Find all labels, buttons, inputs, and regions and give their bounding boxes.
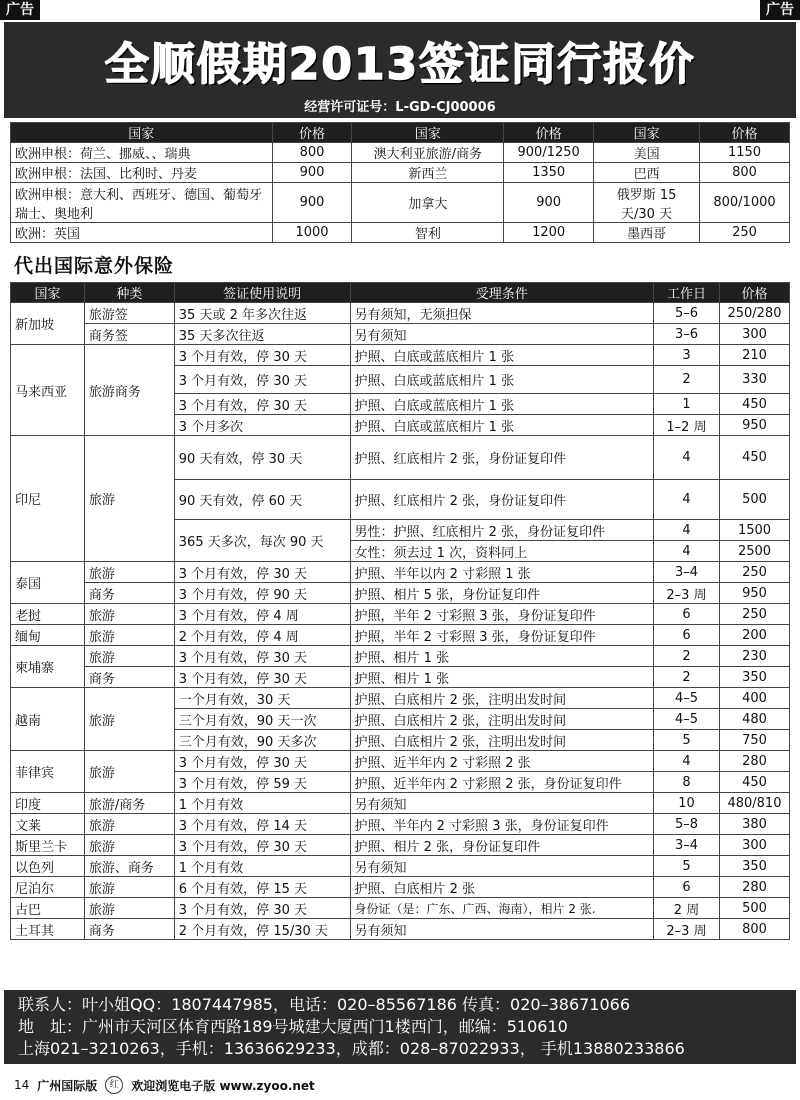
contact-line-address: 地 址：广州市天河区体育西路189号城建大厦西门1楼西门，邮编：510610: [18, 1017, 568, 1036]
workdays-cell: 1–2 周: [654, 415, 720, 436]
magazine-name: 广州国际版: [37, 1078, 98, 1093]
header-price: 价格: [504, 123, 594, 143]
license-number: 经营许可证号：L-GD-CJ00006: [4, 98, 796, 118]
requirements-cell: 护照，半年 2 寸彩照 3 张，身份证复印件: [350, 604, 654, 625]
requirements-cell: 护照、半年内 2 寸彩照 3 张，身份证复印件: [350, 814, 654, 835]
requirements-cell: 护照、白底或蓝底相片 1 张: [350, 366, 654, 394]
workdays-cell: 6: [654, 625, 720, 646]
requirements-cell: 护照、红底相片 2 张，身份证复印件: [350, 436, 654, 480]
price-cell: 900: [272, 183, 352, 223]
description-cell: 2 个月有效，停 15/30 天: [174, 919, 350, 940]
country-cell: 巴西: [594, 163, 700, 183]
workdays-cell: 4: [654, 541, 720, 562]
type-cell: 旅游: [84, 877, 174, 898]
description-cell: 3 个月有效，停 90 天: [174, 583, 350, 604]
description-cell: 365 天多次，每次 90 天: [174, 520, 350, 562]
price-cell: 800: [700, 163, 790, 183]
requirements-cell: 护照、相片 1 张: [350, 667, 654, 688]
description-cell: 3 个月多次: [174, 415, 350, 436]
workdays-cell: 4–5: [654, 688, 720, 709]
workdays-cell: 4: [654, 751, 720, 772]
price-cell: 500: [719, 480, 789, 520]
header-description: 签证使用说明: [174, 283, 350, 303]
requirements-cell: 女性：须去过 1 次，资料同上: [350, 541, 654, 562]
table-row: [11, 898, 790, 919]
requirements-cell: 另有须知: [350, 919, 654, 940]
requirements-cell: 另有须知: [350, 324, 654, 345]
asia-visa-table: [10, 282, 790, 940]
section-title: 代出国际意外保险: [14, 255, 175, 277]
type-cell: 旅游: [84, 646, 174, 667]
workdays-cell: 6: [654, 604, 720, 625]
workdays-cell: 2 周: [654, 898, 720, 919]
header-requirements: 受理条件: [350, 283, 654, 303]
country-cell: 越南: [11, 688, 85, 751]
table-row: [11, 877, 790, 898]
table-row: [11, 919, 790, 940]
country-cell: 印尼: [11, 436, 85, 562]
type-cell: 商务: [84, 919, 174, 940]
price-cell: 1500: [719, 520, 789, 541]
price-cell: 450: [719, 394, 789, 415]
price-cell: 750: [719, 730, 789, 751]
requirements-cell: 另有须知，无须担保: [350, 303, 654, 324]
type-cell: 旅游: [84, 562, 174, 583]
price-cell: 480/810: [719, 793, 789, 814]
workdays-cell: 3–6: [654, 324, 720, 345]
table-row: [11, 646, 790, 667]
type-cell: 商务: [84, 583, 174, 604]
price-cell: 450: [719, 436, 789, 480]
price-cell: 1150: [700, 143, 790, 163]
country-cell: 以色列: [11, 856, 85, 877]
header-price: 价格: [719, 283, 789, 303]
table-row: [11, 835, 790, 856]
workdays-cell: 2–3 周: [654, 583, 720, 604]
contact-block: [4, 990, 796, 1064]
country-cell: 土耳其: [11, 919, 85, 940]
country-cell: 澳大利亚旅游/商务: [352, 143, 504, 163]
table-row: [11, 562, 790, 583]
description-cell: 3 个月有效，停 30 天: [174, 898, 350, 919]
country-cell: 柬埔寨: [11, 646, 85, 688]
workdays-cell: 2: [654, 667, 720, 688]
type-cell: 商务: [84, 667, 174, 688]
price-cell: 250: [700, 223, 790, 243]
price-cell: 350: [719, 856, 789, 877]
country-cell: 老挝: [11, 604, 85, 625]
type-cell: 旅游: [84, 688, 174, 751]
footer-slogan: 欢迎浏览电子版 www.zyoo.net: [131, 1078, 315, 1093]
price-cell: 210: [719, 345, 789, 366]
page-footer: [14, 1076, 315, 1094]
table-row: [11, 345, 790, 366]
description-cell: 3 个月有效，停 30 天: [174, 345, 350, 366]
requirements-cell: 护照，半年 2 寸彩照 3 张，身份证复印件: [350, 625, 654, 646]
description-cell: 3 个月有效，停 30 天: [174, 366, 350, 394]
price-cell: 2500: [719, 541, 789, 562]
description-cell: 3 个月有效，停 30 天: [174, 835, 350, 856]
header-price: 价格: [700, 123, 790, 143]
country-cell: 古巴: [11, 898, 85, 919]
price-cell: 800/1000: [700, 183, 790, 223]
page-title: 全顺假期2013签证同行报价: [104, 39, 696, 90]
requirements-cell: 护照、相片 5 张，身份证复印件: [350, 583, 654, 604]
type-cell: 旅游、商务: [84, 856, 174, 877]
type-cell: 旅游: [84, 814, 174, 835]
country-cell: 马来西亚: [11, 345, 85, 436]
type-cell: 旅游: [84, 751, 174, 793]
requirements-cell: 护照、白底相片 2 张，注明出发时间: [350, 730, 654, 751]
price-cell: 950: [719, 583, 789, 604]
table-row: [11, 856, 790, 877]
description-cell: 3 个月有效，停 4 周: [174, 604, 350, 625]
table-row: [11, 324, 790, 345]
requirements-cell: 护照、近半年内 2 寸彩照 2 张: [350, 751, 654, 772]
country-cell: 美国: [594, 143, 700, 163]
country-cell: 尼泊尔: [11, 877, 85, 898]
type-cell: 旅游商务: [84, 345, 174, 436]
country-cell: 缅甸: [11, 625, 85, 646]
description-cell: 3 个月有效，停 14 天: [174, 814, 350, 835]
price-cell: 230: [719, 646, 789, 667]
workdays-cell: 4–5: [654, 709, 720, 730]
price-cell: 800: [272, 143, 352, 163]
workdays-cell: 2: [654, 646, 720, 667]
type-cell: 商务签: [84, 324, 174, 345]
description-cell: 35 天或 2 年多次往返: [174, 303, 350, 324]
description-cell: 3 个月有效，停 30 天: [174, 562, 350, 583]
description-cell: 35 天多次往返: [174, 324, 350, 345]
table-row: [11, 688, 790, 709]
price-cell: 950: [719, 415, 789, 436]
country-cell: 俄罗斯 15 天/30 天: [594, 183, 700, 223]
price-cell: 250: [719, 562, 789, 583]
price-cell: 400: [719, 688, 789, 709]
country-cell: 欧洲：英国: [11, 223, 273, 243]
price-cell: 250/280: [719, 303, 789, 324]
description-cell: 3 个月有效，停 30 天: [174, 646, 350, 667]
country-cell: 欧洲申根：法国、比利时、丹麦: [11, 163, 273, 183]
description-cell: 2 个月有效，停 4 周: [174, 625, 350, 646]
requirements-cell: 护照、白底相片 2 张: [350, 877, 654, 898]
table-row: [11, 223, 790, 243]
table-row: [11, 751, 790, 772]
visa-price-table: [10, 122, 790, 243]
price-cell: 280: [719, 751, 789, 772]
country-cell: 新西兰: [352, 163, 504, 183]
price-cell: 500: [719, 898, 789, 919]
header-workdays: 工作日: [654, 283, 720, 303]
description-cell: 3 个月有效，停 30 天: [174, 667, 350, 688]
workdays-cell: 2: [654, 366, 720, 394]
workdays-cell: 2–3 周: [654, 919, 720, 940]
price-cell: 280: [719, 877, 789, 898]
price-cell: 200: [719, 625, 789, 646]
type-cell: 旅游签: [84, 303, 174, 324]
title-banner: [4, 22, 796, 98]
workdays-cell: 3: [654, 345, 720, 366]
price-cell: 1200: [504, 223, 594, 243]
requirements-cell: 护照、白底相片 2 张，注明出发时间: [350, 709, 654, 730]
country-cell: 斯里兰卡: [11, 835, 85, 856]
price-cell: 250: [719, 604, 789, 625]
description-cell: 90 天有效，停 30 天: [174, 436, 350, 480]
description-cell: 一个月有效，30 天: [174, 688, 350, 709]
price-cell: 800: [719, 919, 789, 940]
table-row: [11, 183, 790, 223]
table-header-row: [11, 283, 790, 303]
table-header-row: [11, 123, 790, 143]
workdays-cell: 4: [654, 480, 720, 520]
country-cell: 文莱: [11, 814, 85, 835]
description-cell: 1 个月有效: [174, 856, 350, 877]
header-country: 国家: [594, 123, 700, 143]
table-row: [11, 436, 790, 480]
price-cell: 300: [719, 324, 789, 345]
table-row: [11, 625, 790, 646]
workdays-cell: 5: [654, 856, 720, 877]
price-cell: 1350: [504, 163, 594, 183]
requirements-cell: 护照、白底或蓝底相片 1 张: [350, 345, 654, 366]
workdays-cell: 4: [654, 436, 720, 480]
table-row: [11, 143, 790, 163]
country-cell: 加拿大: [352, 183, 504, 223]
workdays-cell: 5–8: [654, 814, 720, 835]
requirements-cell: 护照、白底相片 2 张，注明出发时间: [350, 688, 654, 709]
requirements-cell: 护照、半年以内 2 寸彩照 1 张: [350, 562, 654, 583]
table-row: [11, 667, 790, 688]
description-cell: 90 天有效，停 60 天: [174, 480, 350, 520]
type-cell: 旅游: [84, 436, 174, 562]
workdays-cell: 1: [654, 394, 720, 415]
type-cell: 旅游: [84, 835, 174, 856]
requirements-cell: 另有须知: [350, 793, 654, 814]
price-cell: 480: [719, 709, 789, 730]
workdays-cell: 10: [654, 793, 720, 814]
price-cell: 1000: [272, 223, 352, 243]
contact-line-phone: 联系人：叶小姐QQ：1807447985，电话：020–85567186 传真：020–38671066: [18, 995, 631, 1014]
header-country: 国家: [352, 123, 504, 143]
price-cell: 380: [719, 814, 789, 835]
country-cell: 印度: [11, 793, 85, 814]
workdays-cell: 6: [654, 877, 720, 898]
price-cell: 330: [719, 366, 789, 394]
header-price: 价格: [272, 123, 352, 143]
requirements-cell: 护照、白底或蓝底相片 1 张: [350, 394, 654, 415]
workdays-cell: 4: [654, 520, 720, 541]
country-cell: 新加坡: [11, 303, 85, 345]
header-country: 国家: [11, 123, 273, 143]
requirements-cell: 护照、红底相片 2 张，身份证复印件: [350, 480, 654, 520]
type-cell: 旅游: [84, 604, 174, 625]
description-cell: 6 个月有效，停 15 天: [174, 877, 350, 898]
workdays-cell: 5–6: [654, 303, 720, 324]
country-cell: 泰国: [11, 562, 85, 604]
type-cell: 旅游: [84, 898, 174, 919]
description-cell: 三个月有效，90 天一次: [174, 709, 350, 730]
price-cell: 900: [272, 163, 352, 183]
price-cell: 900: [504, 183, 594, 223]
country-cell: 菲律宾: [11, 751, 85, 793]
requirements-cell: 护照、相片 2 张，身份证复印件: [350, 835, 654, 856]
requirements-cell: 身份证（是：广东、广西、海南），相片 2 张.: [350, 898, 654, 919]
description-cell: 1 个月有效: [174, 793, 350, 814]
header-country: 国家: [11, 283, 85, 303]
country-cell: 智利: [352, 223, 504, 243]
requirements-cell: 另有须知: [350, 856, 654, 877]
table-row: [11, 793, 790, 814]
magazine-logo-icon: 红: [105, 1076, 123, 1094]
requirements-cell: 护照、相片 1 张: [350, 646, 654, 667]
table-row: [11, 604, 790, 625]
price-cell: 350: [719, 667, 789, 688]
description-cell: 3 个月有效，停 59 天: [174, 772, 350, 793]
workdays-cell: 8: [654, 772, 720, 793]
contact-line-branches: 上海021–3210263，手机：13636629233，成都：028–87022933， 手机13880233866: [18, 1039, 685, 1058]
description-cell: 3 个月有效，停 30 天: [174, 394, 350, 415]
table-row: [11, 814, 790, 835]
requirements-cell: 护照、白底或蓝底相片 1 张: [350, 415, 654, 436]
type-cell: 旅游: [84, 625, 174, 646]
page-number: 14: [14, 1078, 30, 1092]
price-cell: 300: [719, 835, 789, 856]
description-cell: 三个月有效，90 天多次: [174, 730, 350, 751]
price-cell: 450: [719, 772, 789, 793]
workdays-cell: 3–4: [654, 562, 720, 583]
table-row: [11, 303, 790, 324]
table-row: [11, 163, 790, 183]
table-row: [11, 583, 790, 604]
header-type: 种类: [84, 283, 174, 303]
price-cell: 900/1250: [504, 143, 594, 163]
workdays-cell: 5: [654, 730, 720, 751]
requirements-cell: 护照、近半年内 2 寸彩照 2 张，身份证复印件: [350, 772, 654, 793]
description-cell: 3 个月有效，停 30 天: [174, 751, 350, 772]
requirements-cell: 男性：护照、红底相片 2 张，身份证复印件: [350, 520, 654, 541]
type-cell: 旅游/商务: [84, 793, 174, 814]
ad-tag-left: 广告: [0, 0, 40, 20]
workdays-cell: 3–4: [654, 835, 720, 856]
country-cell: 墨西哥: [594, 223, 700, 243]
ad-tag-right: 广告: [760, 0, 800, 20]
country-cell: 欧洲申根：荷兰、挪威、、瑞典: [11, 143, 273, 163]
country-cell: 欧洲申根：意大利、西班牙、德国、葡萄牙 瑞士、奥地利: [11, 183, 273, 223]
